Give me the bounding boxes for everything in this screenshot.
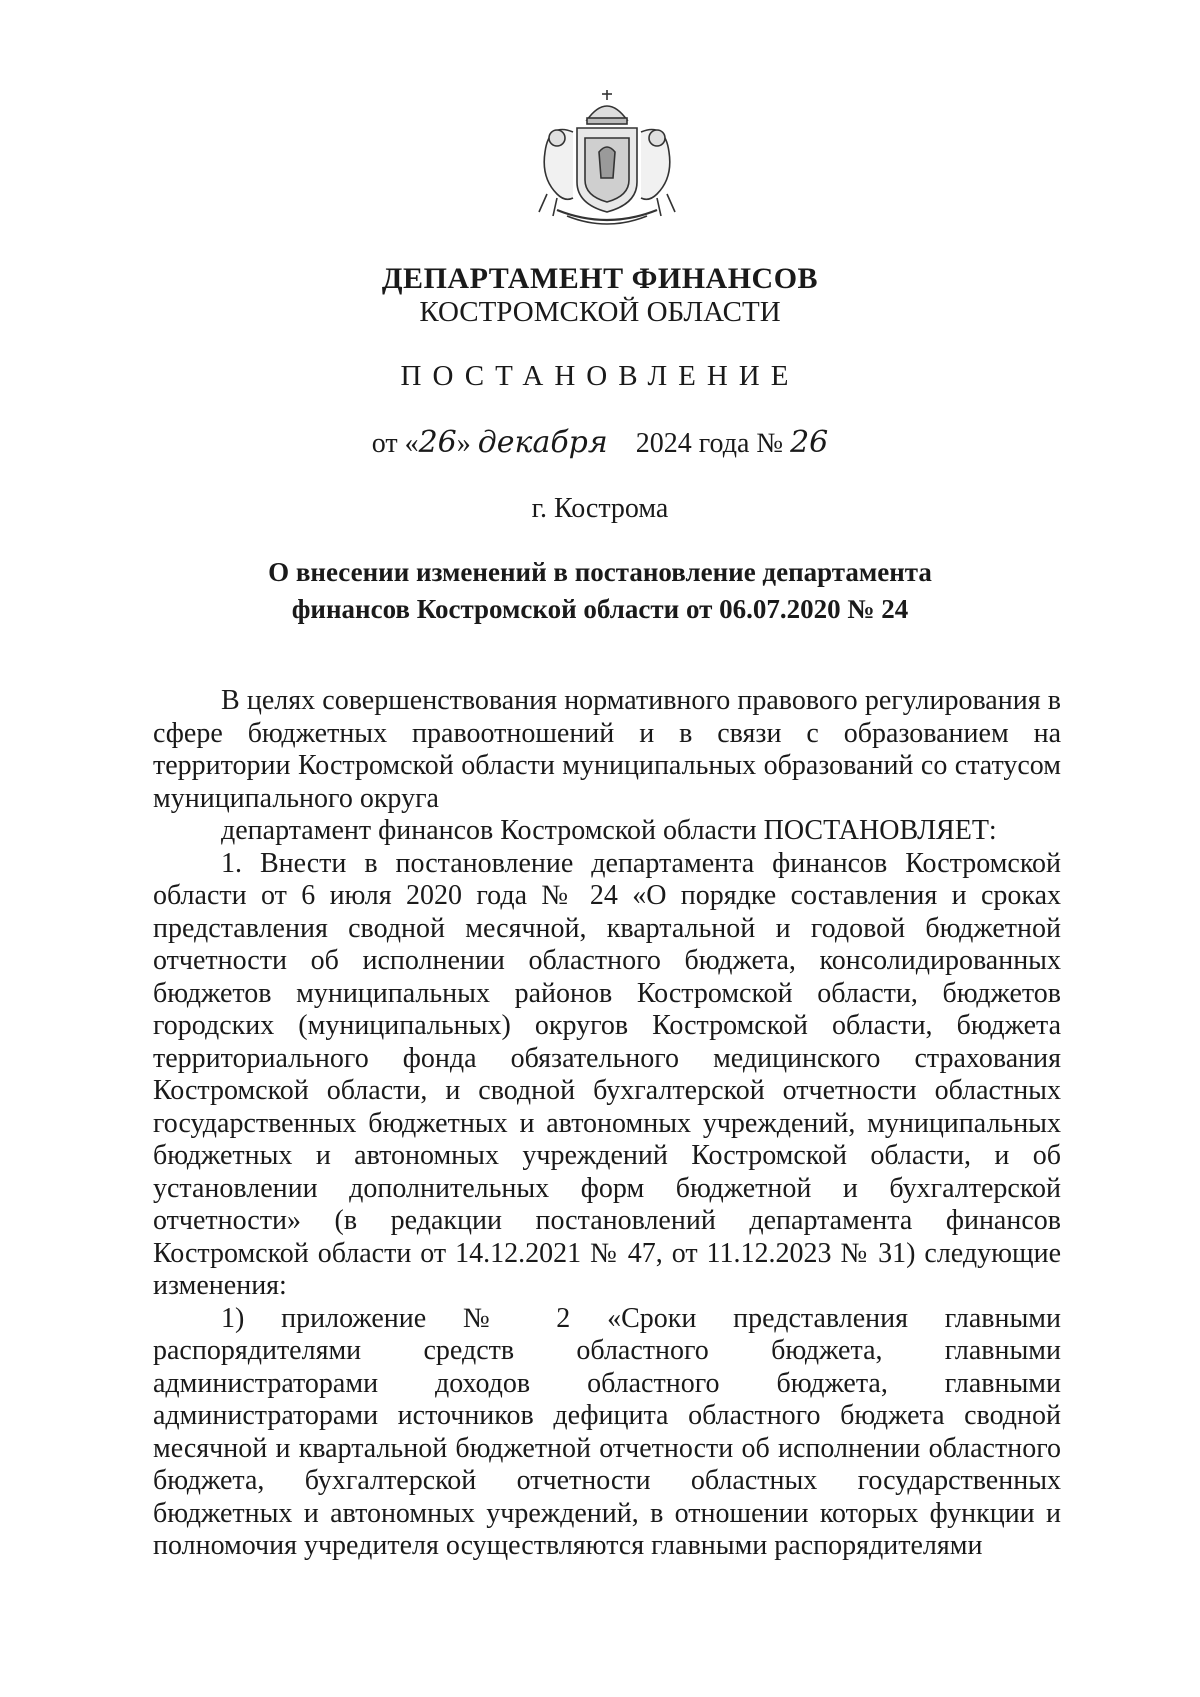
title-line-2: финансов Костромской области от 06.07.2020 № 24 [291,594,909,624]
department-name: ДЕПАРТАМЕНТ ФИНАНСОВ [381,262,819,295]
item-1-paragraph: 1. Внести в постановление департамента финансов Костромской области от 6 июля 2020 года № 24 «О порядке составления и сроках представления сводной месячной, квартальной и годовой бюджетной отчетности об исполнении областного бюджета, консолидированных бюджетов муниципальных районов Костромской области, бюджетов городских (муниципальных) округов Костромской области, бюджета территориального фонда обязательного медицинского страхования Костромской области, и сводной бухгалтерской отчетности областных государственных бюджетных и автономных учреждений, муниципальных бюджетных и автономных учреждений Костромской области, и об установлении дополнительных форм бюджетной и бухгалтерской отчетности» (в редакции постановлений департамента финансов Костромской области от 14.12.2021 № 47, от 11.12.2023 № 31) следующие изменения: [153,847,1061,1301]
date-line [0,425,1200,460]
coat-of-arms-emblem [527,82,687,232]
date-quote-close: » [456,428,471,459]
document-body [153,685,1061,1563]
handwritten-day: 26 [418,425,457,460]
title-line-1: О внесении изменений в постановление департамента [268,557,932,587]
date-year-text: 2024 года № [635,428,784,459]
preamble-paragraph: В целях совершенствования нормативного правового регулирования в сфере бюджетных правоотношений и в связи с образованием на территории Костромской области муниципальных образований со статусом муниципального округа [153,685,1061,814]
subitem-1-paragraph: 1) приложение № 2 «Сроки представления главными распорядителями средств областного бюджета, главными администраторами доходов областного бюджета, главными администраторами источников дефицита областного бюджета сводной месячной и квартальной бюджетной отчетности об исполнении областного бюджета, бухгалтерской отчетности областных государственных бюджетных и автономных учреждений, в отношении которых функции и полномочия учредителя осуществляются главными распорядителями [153,1302,1061,1561]
city: г. Кострома [531,493,669,524]
document-title [0,554,1200,628]
handwritten-month: декабря [477,425,608,460]
handwritten-number: 26 [790,425,829,460]
resolves-paragraph: департамент финансов Костромской области ПОСТАНОВЛЯЕТ: [221,815,997,846]
region-name: КОСТРОМСКОЙ ОБЛАСТИ [419,296,781,328]
date-prefix: от « [371,428,419,459]
document-type: ПОСТАНОВЛЕНИЕ [400,360,800,392]
